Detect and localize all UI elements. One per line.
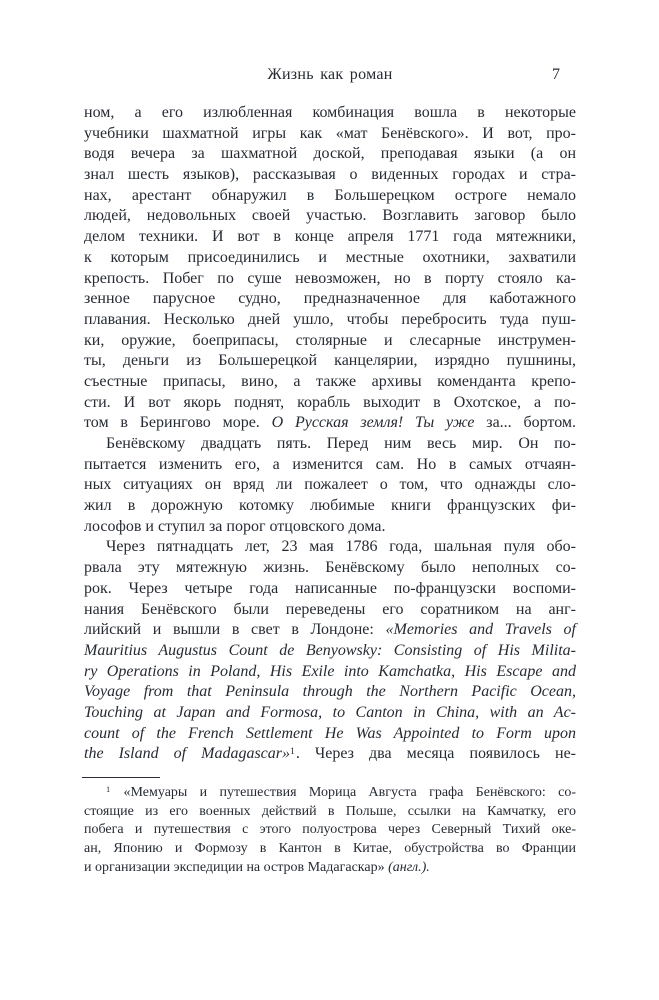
text-line: [84, 269, 576, 290]
text-line: [84, 393, 576, 414]
text-line: [84, 475, 576, 496]
text-segment: лософов и ступил за порог отцовского дома.: [84, 517, 386, 535]
text-segment: знал шесть языков), рассказывая о виденных городах и стра-: [84, 166, 576, 184]
text-segment: Через пятнадцать лет, 23 мая 1786 года, шальная пуля обо-: [106, 538, 576, 556]
text-segment: сти. И вот якорь поднят, корабль выходит в Охотское, а по-: [84, 393, 576, 411]
text-line: [84, 859, 576, 878]
text-line: [84, 227, 576, 248]
text-segment: съестные припасы, вино, а также архивы коменданта крепо-: [84, 372, 576, 390]
text-line: [84, 310, 576, 331]
text-line: [84, 455, 576, 476]
text-segment: О Русская земля! Ты уже: [271, 414, 475, 432]
text-segment: лийский и вышли в свет в Лондоне:: [84, 621, 386, 639]
footnote-marker: 1: [290, 745, 295, 757]
text-segment: том в Берингово море.: [84, 414, 272, 432]
text-line: [84, 186, 576, 207]
text-line: [84, 496, 576, 517]
text-line: [84, 537, 576, 558]
paragraph: [84, 434, 576, 537]
paragraph: [84, 103, 576, 434]
text-line: [84, 103, 576, 124]
text-segment: «Мемуары и путешествия Морица Августа графа Бенёвского: со-: [111, 785, 576, 800]
text-segment: ки, оружие, боеприпасы, столярные и слесарные инструмен-: [84, 331, 576, 349]
text-line: [84, 724, 576, 745]
text-segment: плавания. Несколько дней ушло, чтобы перебросить туда пуш-: [84, 310, 576, 328]
text-line: [84, 413, 576, 434]
text-segment: (англ.).: [388, 859, 430, 875]
text-line: [84, 206, 576, 227]
text-line: [84, 289, 576, 310]
text-segment: ан, Японию и Формозу в Кантон в Китае, обустройства во Франции: [84, 841, 576, 857]
text-segment: рвала эту мятежную жизнь. Бенёвскому было неполных со-: [84, 559, 576, 577]
running-head-title: Жизнь как роман: [267, 66, 393, 83]
text-segment: Touching at Japan and Formosa, to Canton in China, with an Ac-: [84, 703, 576, 721]
text-segment: стоящие из его военных действий в Польше, ссылки на Камчатку, его: [84, 803, 576, 819]
text-segment: the Island of Madagascar»: [84, 745, 291, 763]
text-segment: Voyage from that Peninsula through the Northern Pacific Ocean,: [84, 683, 576, 701]
text-line: [84, 662, 576, 683]
paragraph: [84, 537, 576, 765]
text-line: [84, 620, 576, 641]
text-segment: пытается изменить его, а изменится сам. Но в самых отчаян-: [84, 455, 576, 473]
text-line: [84, 600, 576, 621]
text-segment: рок. Через четыре года написанные по-французски воспоми-: [84, 579, 576, 597]
text-segment: водя вечера за шахматной доской, преподавая языки (а он: [84, 145, 576, 163]
text-segment: крепость. Побег по суше невозможен, но в порту стояло ка-: [84, 269, 576, 287]
text-line: [84, 821, 576, 840]
text-line: [84, 558, 576, 579]
text-segment: к которым присоединились и местные охотники, захватили: [84, 248, 576, 266]
text-line: [84, 784, 576, 803]
text-segment: . Через два месяца появилось не-: [295, 745, 576, 763]
text-segment: ных ситуациях он вряд ли пожалеет о том, что однажды сло-: [84, 476, 576, 494]
text-segment: и организации экспедиции на остров Мадагаскар»: [84, 859, 389, 875]
text-line: [84, 434, 576, 455]
text-segment: нания Бенёвского были переведены его соратником на анг-: [84, 600, 576, 618]
text-segment: ты, деньги из Большерецкой канцелярии, изрядно пушнины,: [84, 352, 576, 370]
text-line: [84, 372, 576, 393]
text-line: [84, 331, 576, 352]
page-number: 7: [552, 66, 560, 83]
text-line: [84, 351, 576, 372]
text-segment: Mauritius Augustus Count de Benyowsky: Consisting of His Milita-: [84, 641, 576, 659]
text-line: [84, 165, 576, 186]
text-line: [84, 744, 576, 765]
text-segment: за... бортом.: [474, 414, 577, 432]
text-line: [84, 124, 576, 145]
text-line: [84, 517, 576, 538]
text-segment: нах, арестант обнаружил в Большерецком остроге немало: [84, 186, 576, 204]
text-line: [84, 703, 576, 724]
running-head: [84, 64, 576, 85]
text-segment: Бенёвскому двадцать пять. Перед ним весь мир. Он по-: [106, 435, 576, 452]
footnote: [84, 784, 576, 877]
text-line: [84, 803, 576, 822]
text-segment: людей, недовольных своей участью. Возглавить заговор было: [84, 207, 576, 225]
text-segment: побега и путешествия с этого полуострова через Северный Тихий оке-: [84, 822, 576, 838]
text-line: [84, 682, 576, 703]
footnote-marker: 1: [106, 784, 111, 794]
text-line: [84, 579, 576, 600]
text-segment: count of the French Settlement He Was Appointed to Form upon: [84, 724, 576, 742]
text-segment: учебники шахматной игры как «мат Бенёвского». И вот, про-: [84, 124, 576, 142]
body-text: [84, 103, 576, 765]
text-line: [84, 641, 576, 662]
text-line: [84, 144, 576, 165]
footnote-separator: [82, 777, 160, 778]
paragraph: [84, 784, 576, 877]
text-segment: «Memories and Travels of: [385, 621, 577, 639]
text-line: [84, 248, 576, 269]
text-segment: жил в дорожную котомку любимые книги французских фи-: [84, 497, 576, 515]
text-segment: ry Operations in Poland, His Exile into Kamchatka, His Escape and: [84, 662, 576, 680]
text-segment: делом техники. И вот в конце апреля 1771 года мятежники,: [84, 228, 576, 246]
text-segment: зенное парусное судно, предназначенное для каботажного: [84, 290, 576, 308]
text-segment: ном, а его излюбленная комбинация вошла в некоторые: [84, 104, 576, 121]
text-line: [84, 840, 576, 859]
